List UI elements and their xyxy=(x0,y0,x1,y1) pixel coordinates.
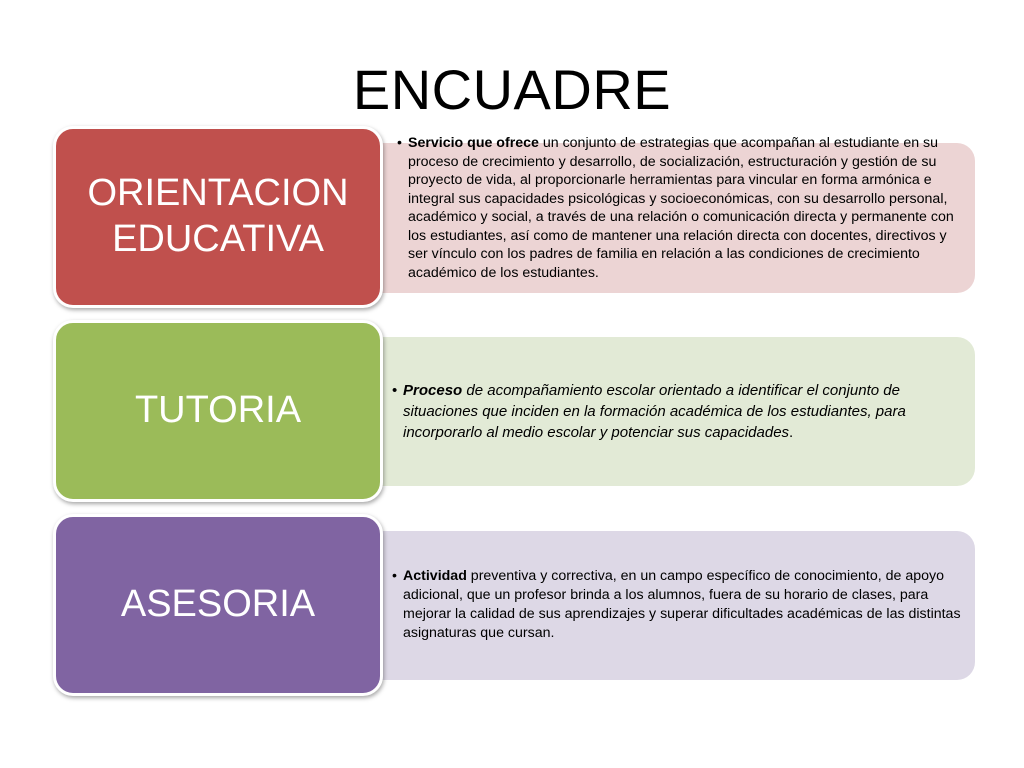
bullet: • xyxy=(397,135,402,151)
description-text xyxy=(391,567,968,643)
description-body: preventiva y correctiva, en un campo específico de conocimiento, de apoyo adicional, que un profesor brinda a los alumnos, fuera de su horario de clases, para mejorar la calidad de sus aprendizajes y superar dificultades académicas de las distintas asignaturas que cursan. xyxy=(403,568,961,641)
label-box-asesoria xyxy=(53,514,383,696)
label-text xyxy=(87,171,348,262)
label-text: ASESORIA xyxy=(120,583,316,626)
description-lead: Proceso xyxy=(403,382,463,399)
bullet: • xyxy=(392,382,398,399)
description-lead: Actividad xyxy=(403,568,467,584)
label-box-orientacion xyxy=(53,126,383,308)
description-text xyxy=(391,380,978,443)
label-line-1: ORIENTACION xyxy=(87,172,349,215)
label-box-tutoria xyxy=(53,320,383,502)
label-line-2: EDUCATIVA xyxy=(112,218,324,260)
description-tail: . xyxy=(789,424,794,441)
bullet: • xyxy=(392,568,397,584)
description-body: de acompañamiento escolar orientado a identificar el conjunto de situaciones que inciden en la formación académica de los estudiantes, para incorporarlo al medio escolar y potenciar sus capacidades xyxy=(403,382,906,441)
label-text: TUTORIA xyxy=(134,389,302,432)
description-text xyxy=(396,134,968,282)
description-lead: Servicio que ofrece xyxy=(408,135,539,151)
description-body: un conjunto de estrategias que acompañan al estudiante en su proceso de crecimiento y desarrollo, de socialización, estructuración y gestión de su proyecto de vida, al proporcionarle herramientas para vincular en forma armónica e integral sus capacidades psicológicas y socioeconómicas, con su desarrollo personal, académico y social, a través de una relación o comunicación directa y permanente con los estudiantes, así como de mantener una relación directa con docentes, directivos y ser vínculo con los padres de familia en relación a las condiciones de crecimiento académico de los estudiantes. xyxy=(408,135,954,281)
page-title: ENCUADRE xyxy=(352,58,672,121)
